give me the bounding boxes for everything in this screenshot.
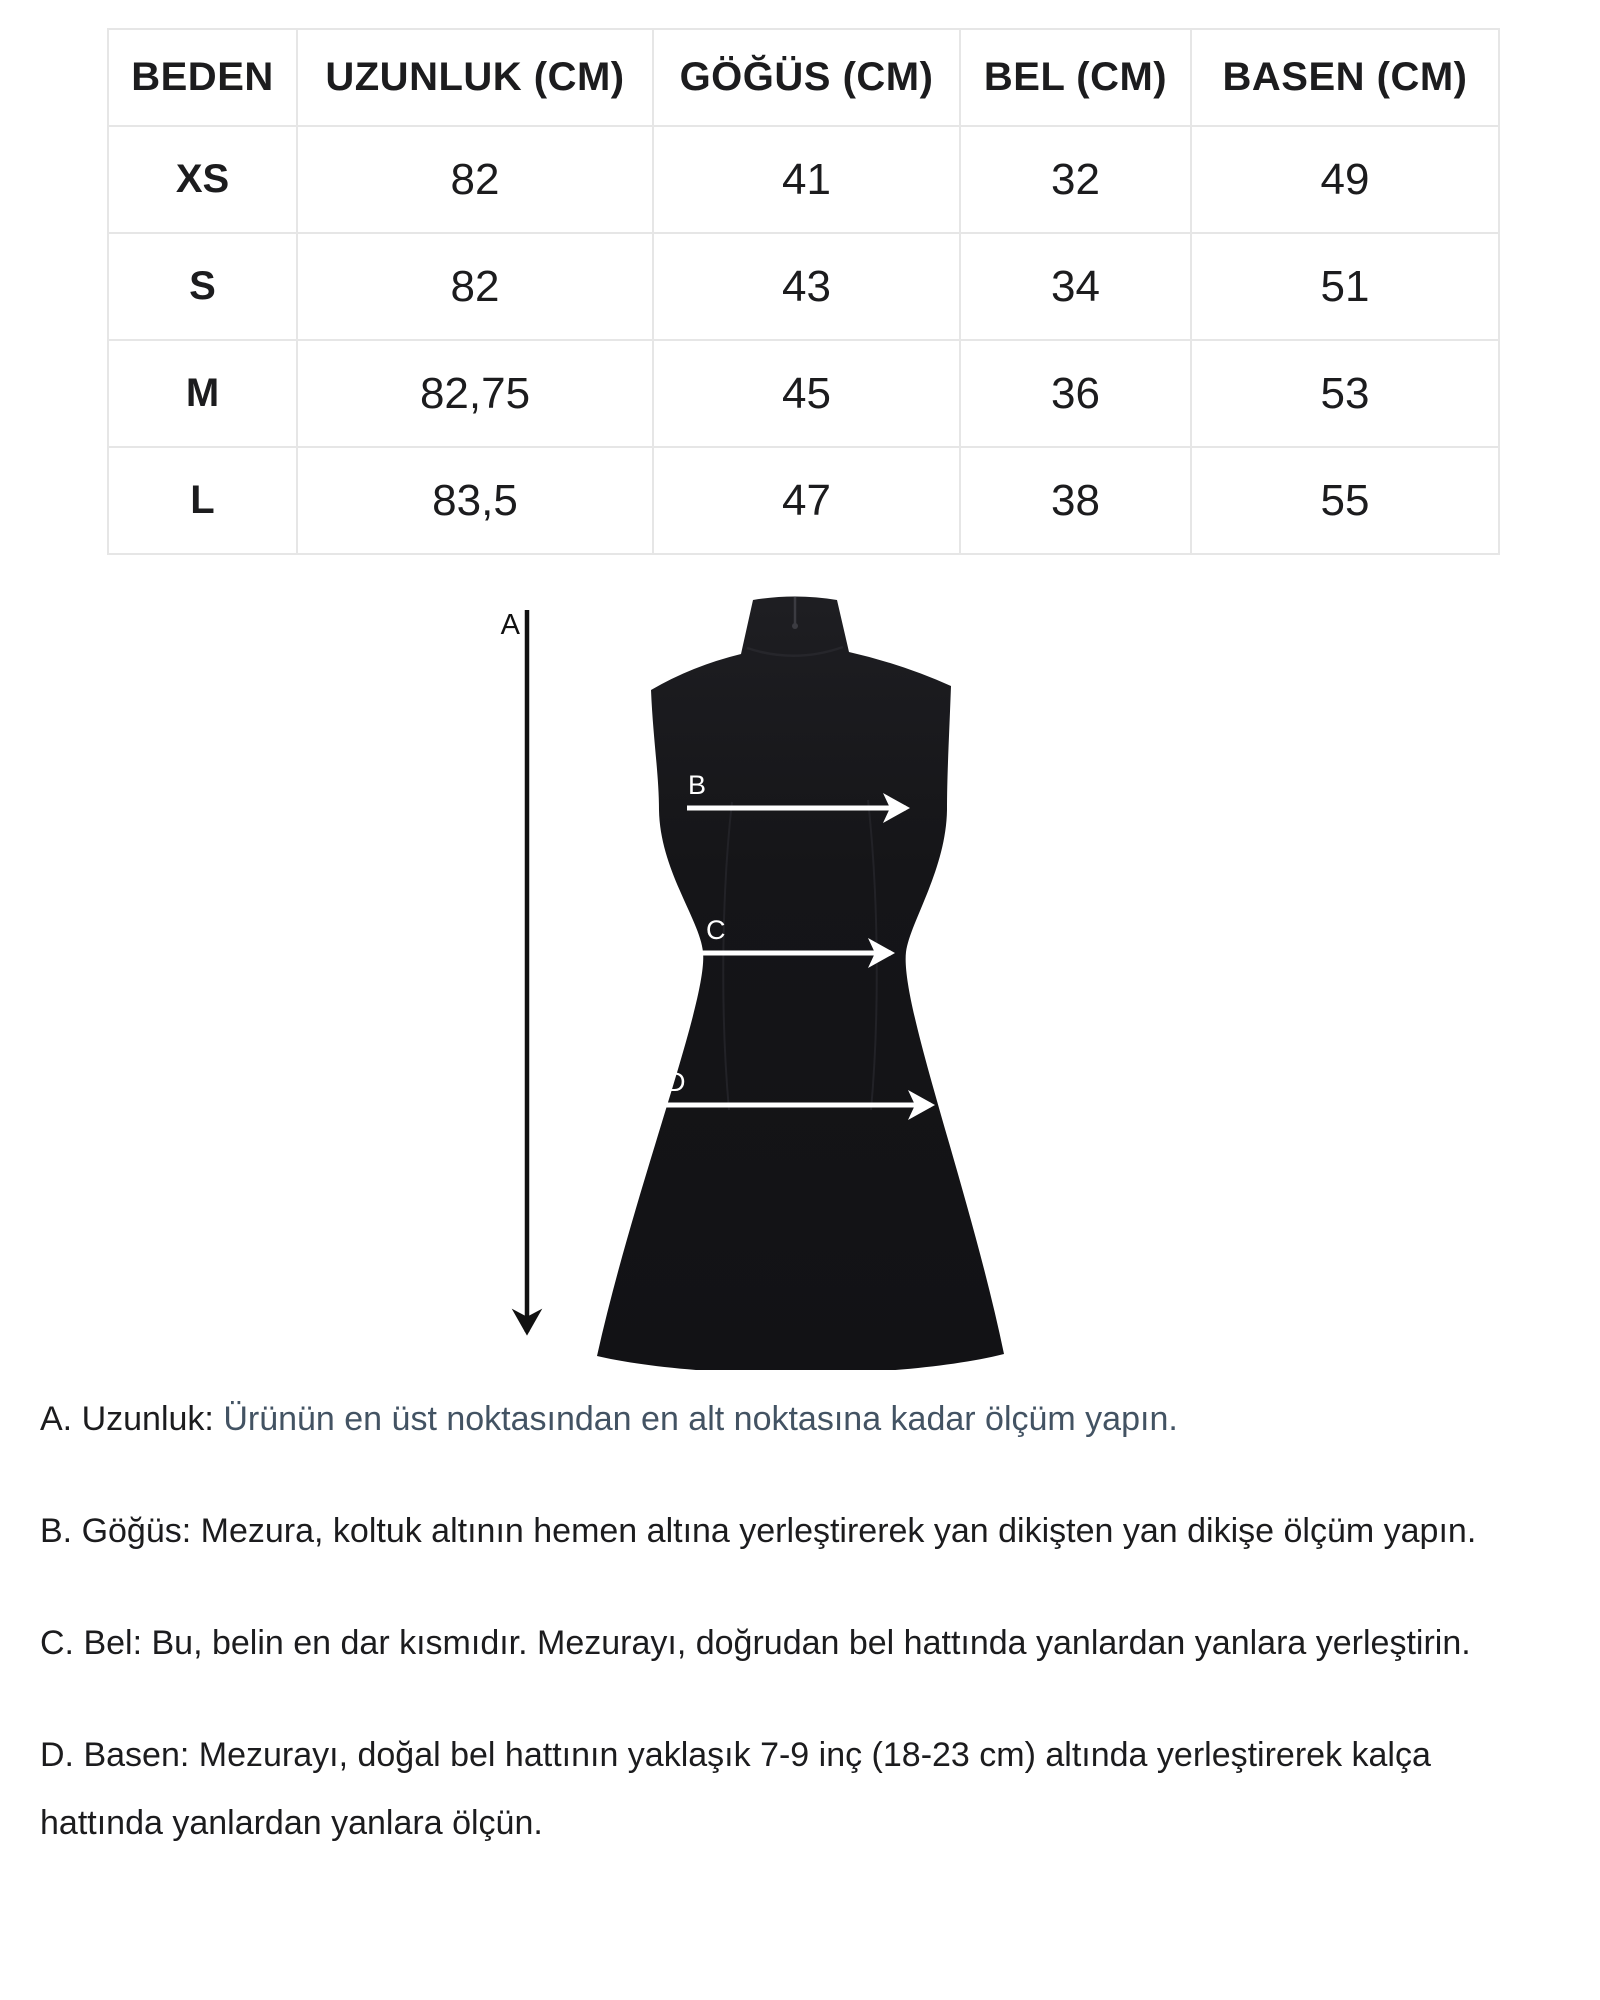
waist-value: 34 xyxy=(960,233,1191,340)
waist-value: 32 xyxy=(960,126,1191,233)
header-row xyxy=(108,29,1499,126)
hip-value: 49 xyxy=(1191,126,1499,233)
size-row-s xyxy=(108,233,1499,340)
length-arrow-a xyxy=(501,609,527,1332)
description-length xyxy=(40,1385,1510,1453)
description-hip xyxy=(40,1721,1510,1857)
measurement-label-c: C xyxy=(706,915,727,945)
chest-value: 45 xyxy=(653,340,960,447)
column-header-hip: BASEN (CM) xyxy=(1191,29,1499,126)
hip-value: 51 xyxy=(1191,233,1499,340)
chest-value: 41 xyxy=(653,126,960,233)
description-chest xyxy=(40,1497,1510,1565)
description-waist xyxy=(40,1609,1510,1677)
size-row-l xyxy=(108,447,1499,554)
hip-value: 55 xyxy=(1191,447,1499,554)
waist-value: 36 xyxy=(960,340,1191,447)
length-value: 82,75 xyxy=(297,340,653,447)
column-header-length: UZUNLUK (CM) xyxy=(297,29,653,126)
description-label-d: D. Basen: xyxy=(40,1736,190,1774)
size-row-m xyxy=(108,340,1499,447)
length-value: 83,5 xyxy=(297,447,653,554)
description-text-c: Bu, belin en dar kısmıdır. Mezurayı, doğrudan bel hattında yanlardan yanlara yerleştirin. xyxy=(151,1624,1471,1662)
measurement-label-b: B xyxy=(688,770,708,800)
dress-silhouette xyxy=(597,597,1004,1371)
size-label: XS xyxy=(108,126,297,233)
column-header-size: BEDEN xyxy=(108,29,297,126)
column-header-chest: GÖĞÜS (CM) xyxy=(653,29,960,126)
column-header-waist: BEL (CM) xyxy=(960,29,1191,126)
size-row-xs xyxy=(108,126,1499,233)
size-label: S xyxy=(108,233,297,340)
chest-value: 47 xyxy=(653,447,960,554)
measurement-label-a: A xyxy=(500,609,520,641)
dress-image xyxy=(597,597,1004,1371)
chest-value: 43 xyxy=(653,233,960,340)
description-label-a: A. Uzunluk: xyxy=(40,1400,214,1438)
length-value: 82 xyxy=(297,126,653,233)
description-text-d: Mezurayı, doğal bel hattının yaklaşık 7-9 inç (18-23 cm) altında yerleştirerek kalça hattında yanlardan yanlara ölçün. xyxy=(40,1736,1431,1842)
size-label: L xyxy=(108,447,297,554)
hip-value: 53 xyxy=(1191,340,1499,447)
description-text-b: Mezura, koltuk altının hemen altına yerleştirerek yan dikişten yan dikişe ölçüm yapın. xyxy=(200,1512,1477,1550)
description-label-c: C. Bel: xyxy=(40,1624,143,1662)
length-value: 82 xyxy=(297,233,653,340)
size-chart-table xyxy=(107,28,1500,555)
measurement-descriptions xyxy=(40,1385,1510,1901)
description-text-a: Ürünün en üst noktasından en alt noktasına kadar ölçüm yapın. xyxy=(223,1400,1178,1438)
measurement-diagram xyxy=(470,590,1030,1370)
waist-value: 38 xyxy=(960,447,1191,554)
description-label-b: B. Göğüs: xyxy=(40,1512,192,1550)
size-label: M xyxy=(108,340,297,447)
measurement-label-d: D xyxy=(666,1067,687,1097)
zipper-pull xyxy=(792,623,798,629)
